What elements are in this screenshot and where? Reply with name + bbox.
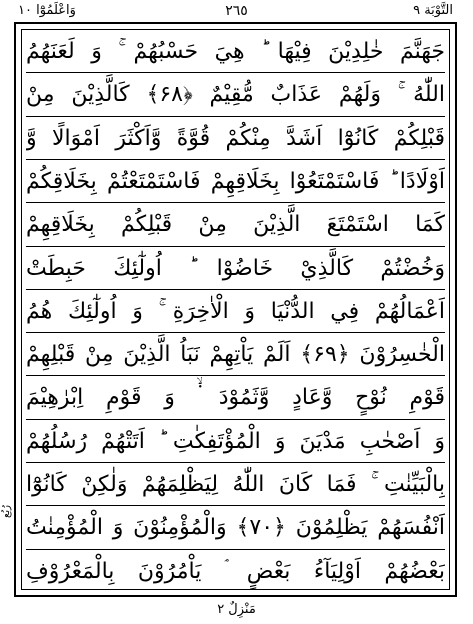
verse-line: وَخُضْتُمْ كَالَّذِيْ خَاضُوْا ؕ اُولٰٓئِكَ حَبِطَتْ <box>26 247 445 290</box>
verse-line: قَوْمِ نُوْحٍ وَّعَادٍ وَّثَمُوْدَ ۬ۙ وَ قَوْمِ اِبْرٰهِيْمَ <box>26 376 445 419</box>
juz-name: وَاعْلَمُوْٓا ١٠ <box>18 3 76 18</box>
verse-line: اَعْمَالُهُمْ فِي الدُّنْيَا وَ الْاٰخِرَةِ ۚ وَ اُولٰٓئِكَ هُمُ <box>26 290 445 333</box>
manzil-footer: مَنْزِلٌ ٢ <box>217 602 256 617</box>
verse-line: الْخٰسِرُوْنَ ﴿۶۹﴾ اَلَمْ يَاْتِهِمْ نَبَاُ الَّذِيْنَ مِنْ قَبْلِهِمْ <box>26 333 445 376</box>
verse-line: اَوْلَادًا ؕ فَاسْتَمْتَعُوْا بِخَلَاقِهِمْ فَاسْتَمْتَعْتُمْ بِخَلَاقِكُمْ <box>26 160 445 203</box>
verse-line: قَبْلِكُمْ كَانُوْٓا اَشَدَّ مِنْكُمْ قُوَّةً وَّاَكْثَرَ اَمْوَالًا وَّ <box>26 117 445 160</box>
margin-note: رُبُع <box>1 505 12 518</box>
page-frame <box>14 22 457 597</box>
verse-line: وَ اَصْحٰبِ مَدْيَنَ وَ الْمُؤْتَفِكٰتِ ؕ اَتَتْهُمْ رُسُلُهُمْ <box>26 420 445 463</box>
verse-line: بِالْبَيِّنٰتِ ۚ فَمَا كَانَ اللّٰهُ لِيَظْلِمَهُمْ وَلٰكِنْ كَانُوْٓا <box>26 463 445 506</box>
verse-line: اللّٰهُ ۚ وَلَهُمْ عَذَابٌ مُّقِيْمٌ ﴿۶۸﴾ كَالَّذِيْنَ مِنْ <box>26 73 445 116</box>
surah-name: التَّوْبَة ٩ <box>413 3 453 18</box>
text-block <box>21 29 450 590</box>
verse-line: اَنْفُسَهُمْ يَظْلِمُوْنَ ﴿۷۰﴾ وَالْمُؤْمِنُوْنَ وَ الْمُؤْمِنٰتُ <box>26 506 445 549</box>
page-number: ٢٦٥ <box>225 3 248 19</box>
verse-line: كَمَا اسْتَمْتَعَ الَّذِيْنَ مِنْ قَبْلِكُمْ بِخَلَاقِهِمْ <box>26 203 445 246</box>
verse-line: بَعْضُهُمْ اَوْلِيَآءُ بَعْضٍ ۘ يَاْمُرُوْنَ بِالْمَعْرُوْفِ <box>26 558 445 584</box>
verse-line: جَهَنَّمَ خٰلِدِيْنَ فِيْهَا ؕ هِيَ حَسْبُهُمْ ۚ وَ لَعَنَهُمُ <box>26 30 445 73</box>
